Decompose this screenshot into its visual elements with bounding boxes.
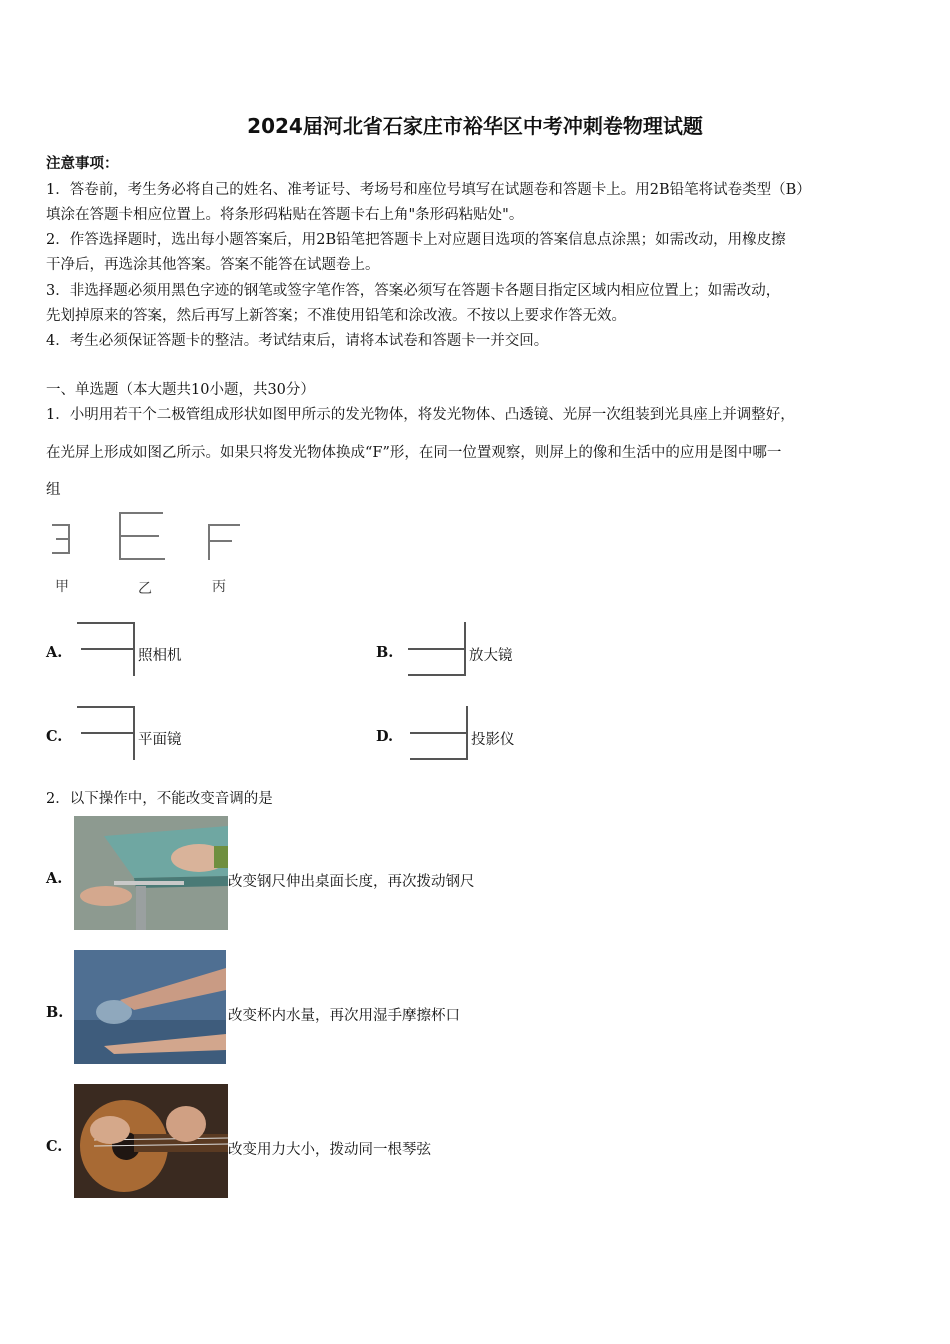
notice-line: 1．答卷前，考生务必将自己的姓名、准考证号、考场号和座位号填写在试题卷和答题卡上。用2B铅笔将试卷类型（B） bbox=[46, 182, 811, 198]
figure-label-jia: 甲 bbox=[55, 579, 69, 595]
option-d-letter[interactable]: D. bbox=[376, 728, 394, 745]
option-b-text[interactable]: 放大镜 bbox=[469, 648, 513, 664]
option-c-text[interactable]: 平面镜 bbox=[138, 732, 182, 748]
option-a-text[interactable]: 照相机 bbox=[138, 648, 182, 664]
question-1-stem: 组 bbox=[46, 482, 61, 498]
q2-option-a-text[interactable]: 改变钢尺伸出桌面长度，再次拨动钢尺 bbox=[228, 874, 475, 890]
figure-jia-shape bbox=[50, 524, 70, 554]
option-b-letter[interactable]: B. bbox=[376, 644, 394, 661]
option-a-letter[interactable]: A. bbox=[46, 644, 63, 661]
option-d-image bbox=[410, 706, 468, 760]
section-heading: 一、单选题（本大题共10小题，共30分） bbox=[46, 382, 315, 398]
option-d-text[interactable]: 投影仪 bbox=[471, 732, 515, 748]
notice-heading: 注意事项： bbox=[46, 155, 119, 172]
q2-option-a-letter[interactable]: A. bbox=[46, 870, 63, 887]
option-c-image bbox=[77, 706, 135, 760]
q2-option-c-text[interactable]: 改变用力大小，拨动同一根琴弦 bbox=[228, 1142, 431, 1158]
q2-option-b-letter[interactable]: B. bbox=[46, 1004, 64, 1021]
notice-line: 4．考生必须保证答题卡的整洁。考试结束后，请将本试卷和答题卡一并交回。 bbox=[46, 333, 549, 349]
figure-label-bing: 丙 bbox=[212, 579, 226, 595]
figure-yi-shape bbox=[119, 512, 165, 560]
option-a-image bbox=[77, 622, 135, 676]
notice-line: 2．作答选择题时，选出每小题答案后，用2B铅笔把答题卡上对应题目选项的答案信息点涂黑；如需改动，用橡皮擦 bbox=[46, 232, 786, 248]
figure-bing-shape bbox=[208, 524, 240, 560]
guitar-photo bbox=[74, 1084, 228, 1198]
notice-line: 干净后，再选涂其他答案。答案不能答在试题卷上。 bbox=[46, 257, 380, 273]
figure-jia-yi-bing bbox=[46, 508, 266, 603]
notice-line: 填涂在答题卡相应位置上。将条形码粘贴在答题卡右上角"条形码粘贴处"。 bbox=[46, 207, 524, 223]
notice-line: 先划掉原来的答案，然后再写上新答案；不准使用铅笔和涂改液。不按以上要求作答无效。 bbox=[46, 308, 626, 324]
question-2-stem: 2．以下操作中，不能改变音调的是 bbox=[46, 791, 273, 807]
glass-photo bbox=[74, 950, 226, 1064]
option-c-letter[interactable]: C. bbox=[46, 728, 63, 745]
notice-line: 3．非选择题必须用黑色字迹的钢笔或签字笔作答，答案必须写在答题卡各题目指定区域内相应位置上；如需改动， bbox=[46, 283, 781, 299]
question-1-stem: 在光屏上形成如图乙所示。如果只将发光物体换成“F”形，在同一位置观察，则屏上的像和生活中的应用是图中哪一 bbox=[46, 445, 782, 461]
q2-option-c-letter[interactable]: C. bbox=[46, 1138, 63, 1155]
ruler-photo bbox=[74, 816, 228, 930]
q2-option-b-text[interactable]: 改变杯内水量，再次用湿手摩擦杯口 bbox=[228, 1008, 460, 1024]
question-1-stem: 1．小明用若干个二极管组成形状如图甲所示的发光物体，将发光物体、凸透镜、光屏一次组装到光具座上并调整好， bbox=[46, 407, 795, 423]
page-title: 2024届河北省石家庄市裕华区中考冲刺卷物理试题 bbox=[247, 114, 703, 138]
option-b-image bbox=[408, 622, 466, 676]
figure-label-yi: 乙 bbox=[138, 581, 152, 597]
